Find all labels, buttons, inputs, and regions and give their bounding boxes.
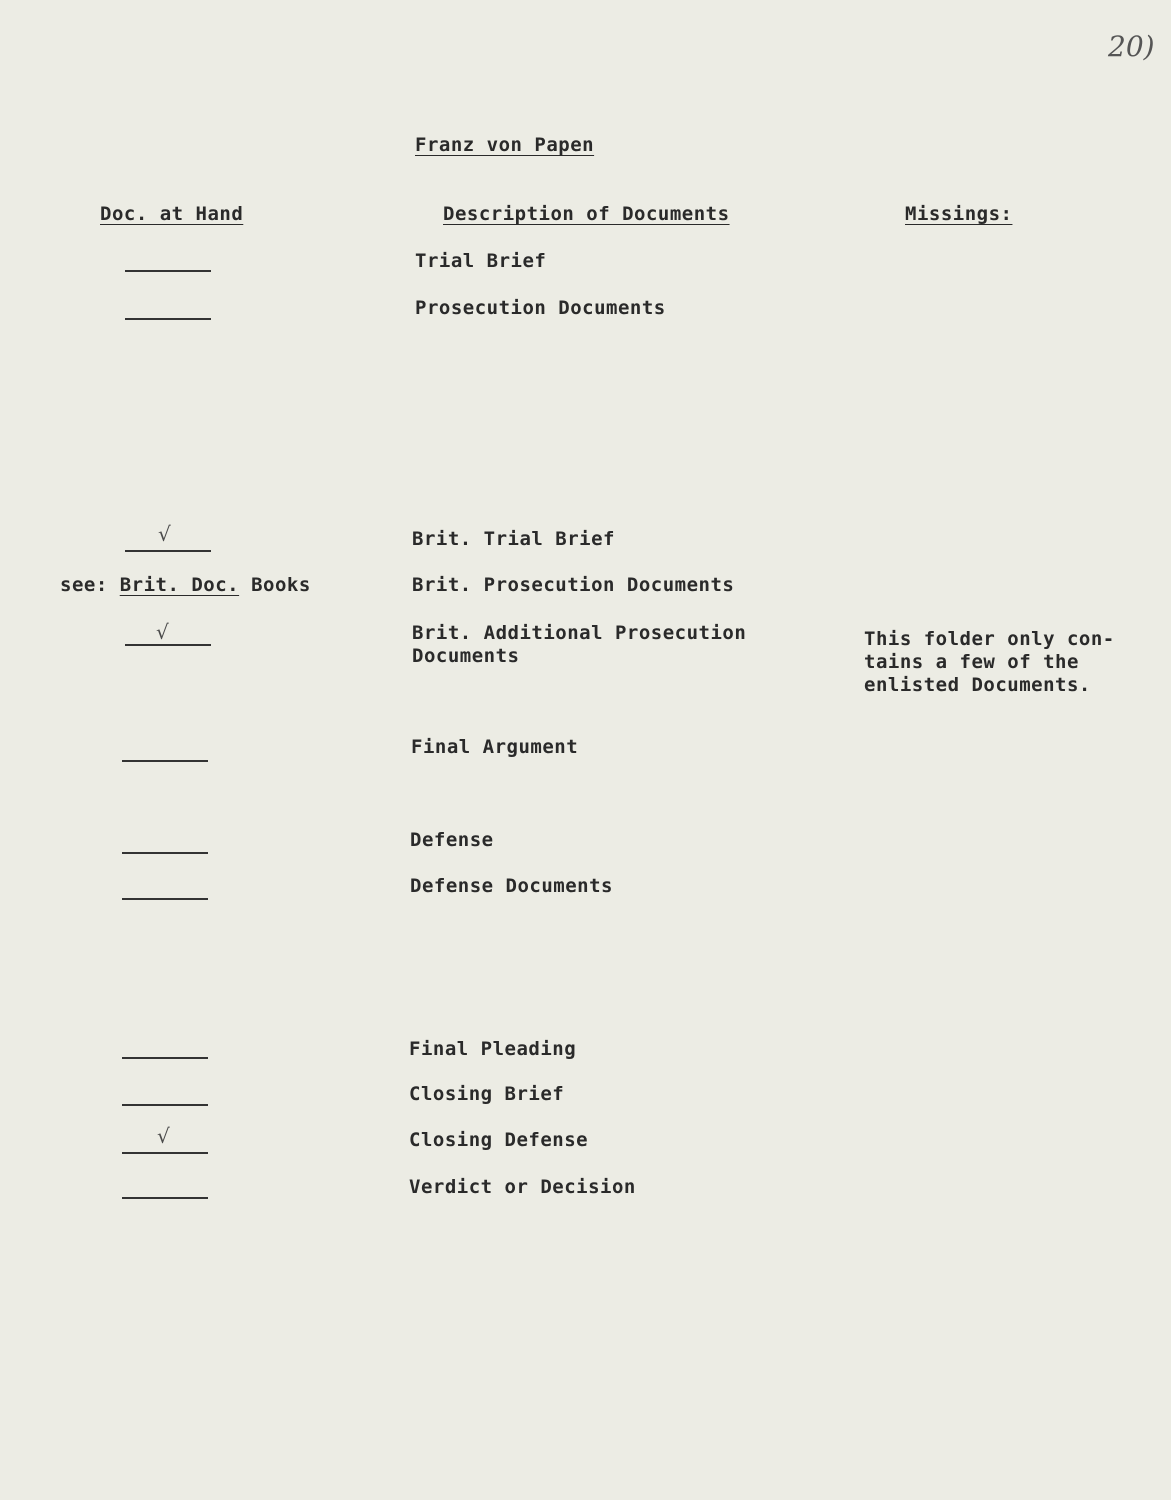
item-brit-additional-prosecution: Brit. Additional Prosecution [412,622,747,644]
check-line [122,1057,208,1059]
check-line [125,644,211,646]
check-line [125,550,211,552]
check-line [122,760,208,762]
check-line [122,852,208,854]
missings-note-line: enlisted Documents. [864,674,1091,696]
item-defense: Defense [410,829,494,851]
see-note [60,574,311,596]
see-note-suffix: Books [251,574,311,596]
checkmark-icon: √ [158,522,171,546]
item-brit-prosecution-documents: Brit. Prosecution Documents [412,574,735,596]
item-brit-trial-brief: Brit. Trial Brief [412,528,615,550]
checkmark-icon: √ [156,620,169,644]
document-title: Franz von Papen [415,134,595,156]
item-brit-additional-prosecution-cont: Documents [412,645,520,667]
check-line [122,1197,208,1199]
see-note-prefix: see: [60,574,108,596]
missings-note-line: This folder only con- [864,628,1115,650]
see-note-reference: Brit. Doc. [119,574,240,596]
item-closing-defense: Closing Defense [409,1129,589,1151]
page-number: 20) [1108,30,1155,63]
missings-note [864,628,1115,697]
check-line [122,1152,208,1154]
check-line [122,898,208,900]
item-closing-brief: Closing Brief [409,1083,565,1105]
item-verdict-or-decision: Verdict or Decision [409,1176,636,1198]
column-header-doc-at-hand: Doc. at Hand [100,203,244,225]
item-final-argument: Final Argument [411,736,579,758]
check-line [125,318,211,320]
item-prosecution-documents: Prosecution Documents [415,297,666,319]
item-trial-brief: Trial Brief [415,250,547,272]
missings-note-line: tains a few of the [864,651,1079,673]
column-header-description: Description of Documents [443,203,730,225]
column-header-missings: Missings: [905,203,1013,225]
check-line [122,1104,208,1106]
item-defense-documents: Defense Documents [410,875,613,897]
item-final-pleading: Final Pleading [409,1038,577,1060]
check-line [125,270,211,272]
checkmark-icon: √ [157,1124,170,1148]
